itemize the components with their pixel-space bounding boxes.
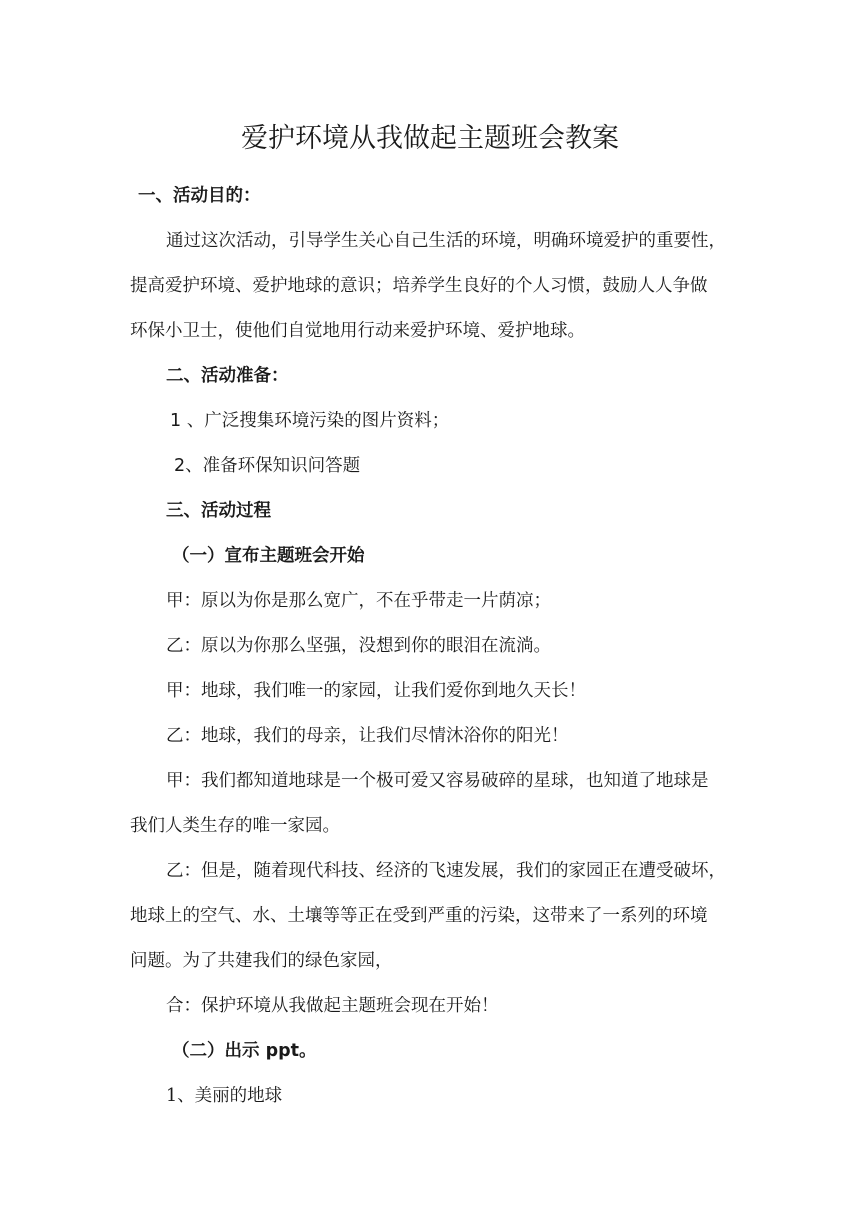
subsection1-heading: （一）宣布主题班会开始: [172, 546, 365, 566]
list-item-beautiful-earth: 1、美丽的地球: [166, 1086, 283, 1106]
section3-heading: 三、活动过程: [166, 501, 271, 521]
section1-para-line-1: 通过这次活动，引导学生关心自己生活的环境，明确环境爱护的重要性，: [166, 231, 726, 251]
para-jia-line-1: 甲：我们都知道地球是一个极可爱又容易破碎的星球，也知道了地球是: [166, 771, 709, 791]
subsection2-heading: （二）出示 ppt。: [172, 1041, 317, 1061]
para-yi-line-1: 乙：但是，随着现代科技、经济的飞速发展，我们的家园正在遭受破坏，: [166, 861, 726, 881]
section1-para-line-2: 提高爱护环境、爱护地球的意识；培养学生良好的个人习惯，鼓励人人争做: [130, 276, 708, 296]
para-yi-line-3: 问题。为了共建我们的绿色家园，: [130, 951, 393, 971]
he-line: 合：保护环境从我做起主题班会现在开始！: [166, 996, 499, 1016]
section1-para-line-3: 环保小卫士，使他们自觉地用行动来爱护环境、爱护地球。: [130, 321, 585, 341]
document-title: 爱护环境从我做起主题班会教案: [241, 123, 619, 154]
dialogue-line-1: 甲：原以为你是那么宽广，不在乎带走一片荫凉；: [166, 591, 551, 611]
dialogue-line-2: 乙：原以为你那么坚强，没想到你的眼泪在流淌。: [166, 636, 551, 656]
section2-item-1: 1 、广泛搜集环境污染的图片资料；: [170, 411, 450, 431]
section2-item-2: 2、准备环保知识问答题: [174, 456, 361, 476]
dialogue-line-3: 甲：地球，我们唯一的家园，让我们爱你到地久天长！: [166, 681, 586, 701]
section2-heading: 二、活动准备：: [166, 366, 289, 386]
dialogue-line-4: 乙：地球，我们的母亲，让我们尽情沐浴你的阳光！: [166, 726, 569, 746]
para-jia-line-2: 我们人类生存的唯一家园。: [130, 816, 340, 836]
section1-heading: 一、活动目的：: [138, 186, 261, 206]
para-yi-line-2: 地球上的空气、水、土壤等等正在受到严重的污染，这带来了一系列的环境: [130, 906, 708, 926]
